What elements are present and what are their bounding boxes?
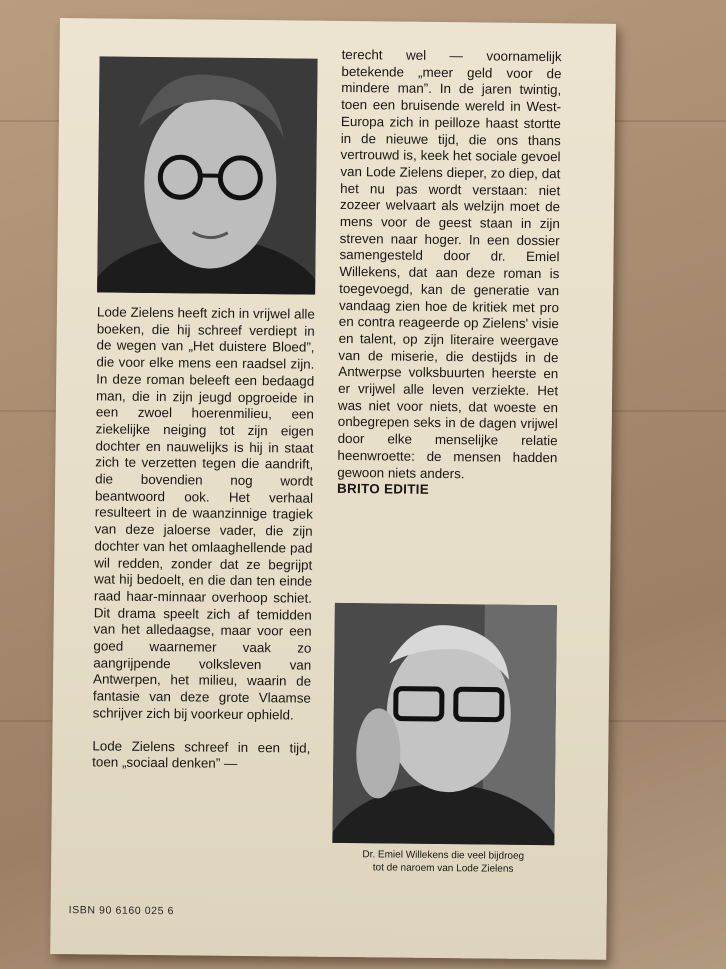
isbn-number: ISBN 90 6160 025 6 (68, 904, 175, 918)
description-paragraph-3: terecht wel — voornamelijk betekende „meer geld voor de mindere man”. In de jaren twintig, toen een bruisende wereld in West-Europa zich in peilloze haast stortte in de nieuwe tijd, die ons thans vertrouwd is, keek het sociale gevoel van Lode Zielens dieper, zo diep, dat het nu pas wordt verstaan: niet zozeer welvaart als welzijn moet de mens voor de geest staan in zijn streven naar hoger. In een dossier samengesteld door dr. Emiel Willekens, dat aan deze roman is toegevoegd, kan de generatie van vandaag zien hoe de kritiek met pro en contra reageerde op Zielens' visie en talent, op zijn literaire weergave van de miserie, die destijds in de Antwerpse volksbuurten heerste en er vrijwel alle leven verziekte. Het was niet voor niets, dat woeste en onbegrepen seks in de dagen vrijwel door elke menselijke relatie heenwroette: de mensen hadden gewoon niets anders. (337, 46, 562, 481)
book-back-cover (50, 18, 616, 960)
description-right-column (337, 47, 562, 500)
editor-portrait-image (332, 603, 557, 845)
photo-caption (332, 849, 554, 876)
description-left-column (92, 304, 315, 773)
author-portrait-image (97, 56, 317, 294)
description-paragraph-2: Lode Zielens schreef in een tijd, toen „sociaal denken” — (92, 737, 311, 772)
description-paragraph-1: Lode Zielens heeft zich in vrijwel alle boeken, die hij schreef verdiept in de wegen van „Het duistere Bloed”, die voor elke mens een raadsel zijn. In deze roman beleeft een bedaagd man, die in zijn jeugd opgroeide in een zwoel hoerenmilieu, een ziekelijke neiging tot zijn eigen dochter en nauwelijks is hij in staat zich te verzetten tegen die aandrift, die bovendien nog wordt beantwoord ook. Het verhaal resulteert in de waanzinnige tragiek van deze jaloerse vader, die zijn dochter van het omlaaghellende pad wil redden, zonder dat ze begrijpt wat hij bedoelt, en die dan ten einde raad haar-minnaar overhoop schiet. Dit drama speelt zich af temidden van het alledaagse, maar voor een goed waarnemer vaak zo aangrijpende volksleven van Antwerpen, het milieu, waarin de fantasie van deze grote Vlaamse schrijver zich bij voorkeur ophield. (92, 304, 315, 723)
caption-line-1: Dr. Emiel Willekens die veel bijdroeg (362, 849, 525, 862)
publisher-label: BRITO EDITIE (337, 481, 430, 498)
editor-portrait-photo (332, 603, 557, 845)
author-portrait-photo (97, 56, 317, 294)
caption-line-2: tot de naroem van Lode Zielens (372, 861, 514, 875)
